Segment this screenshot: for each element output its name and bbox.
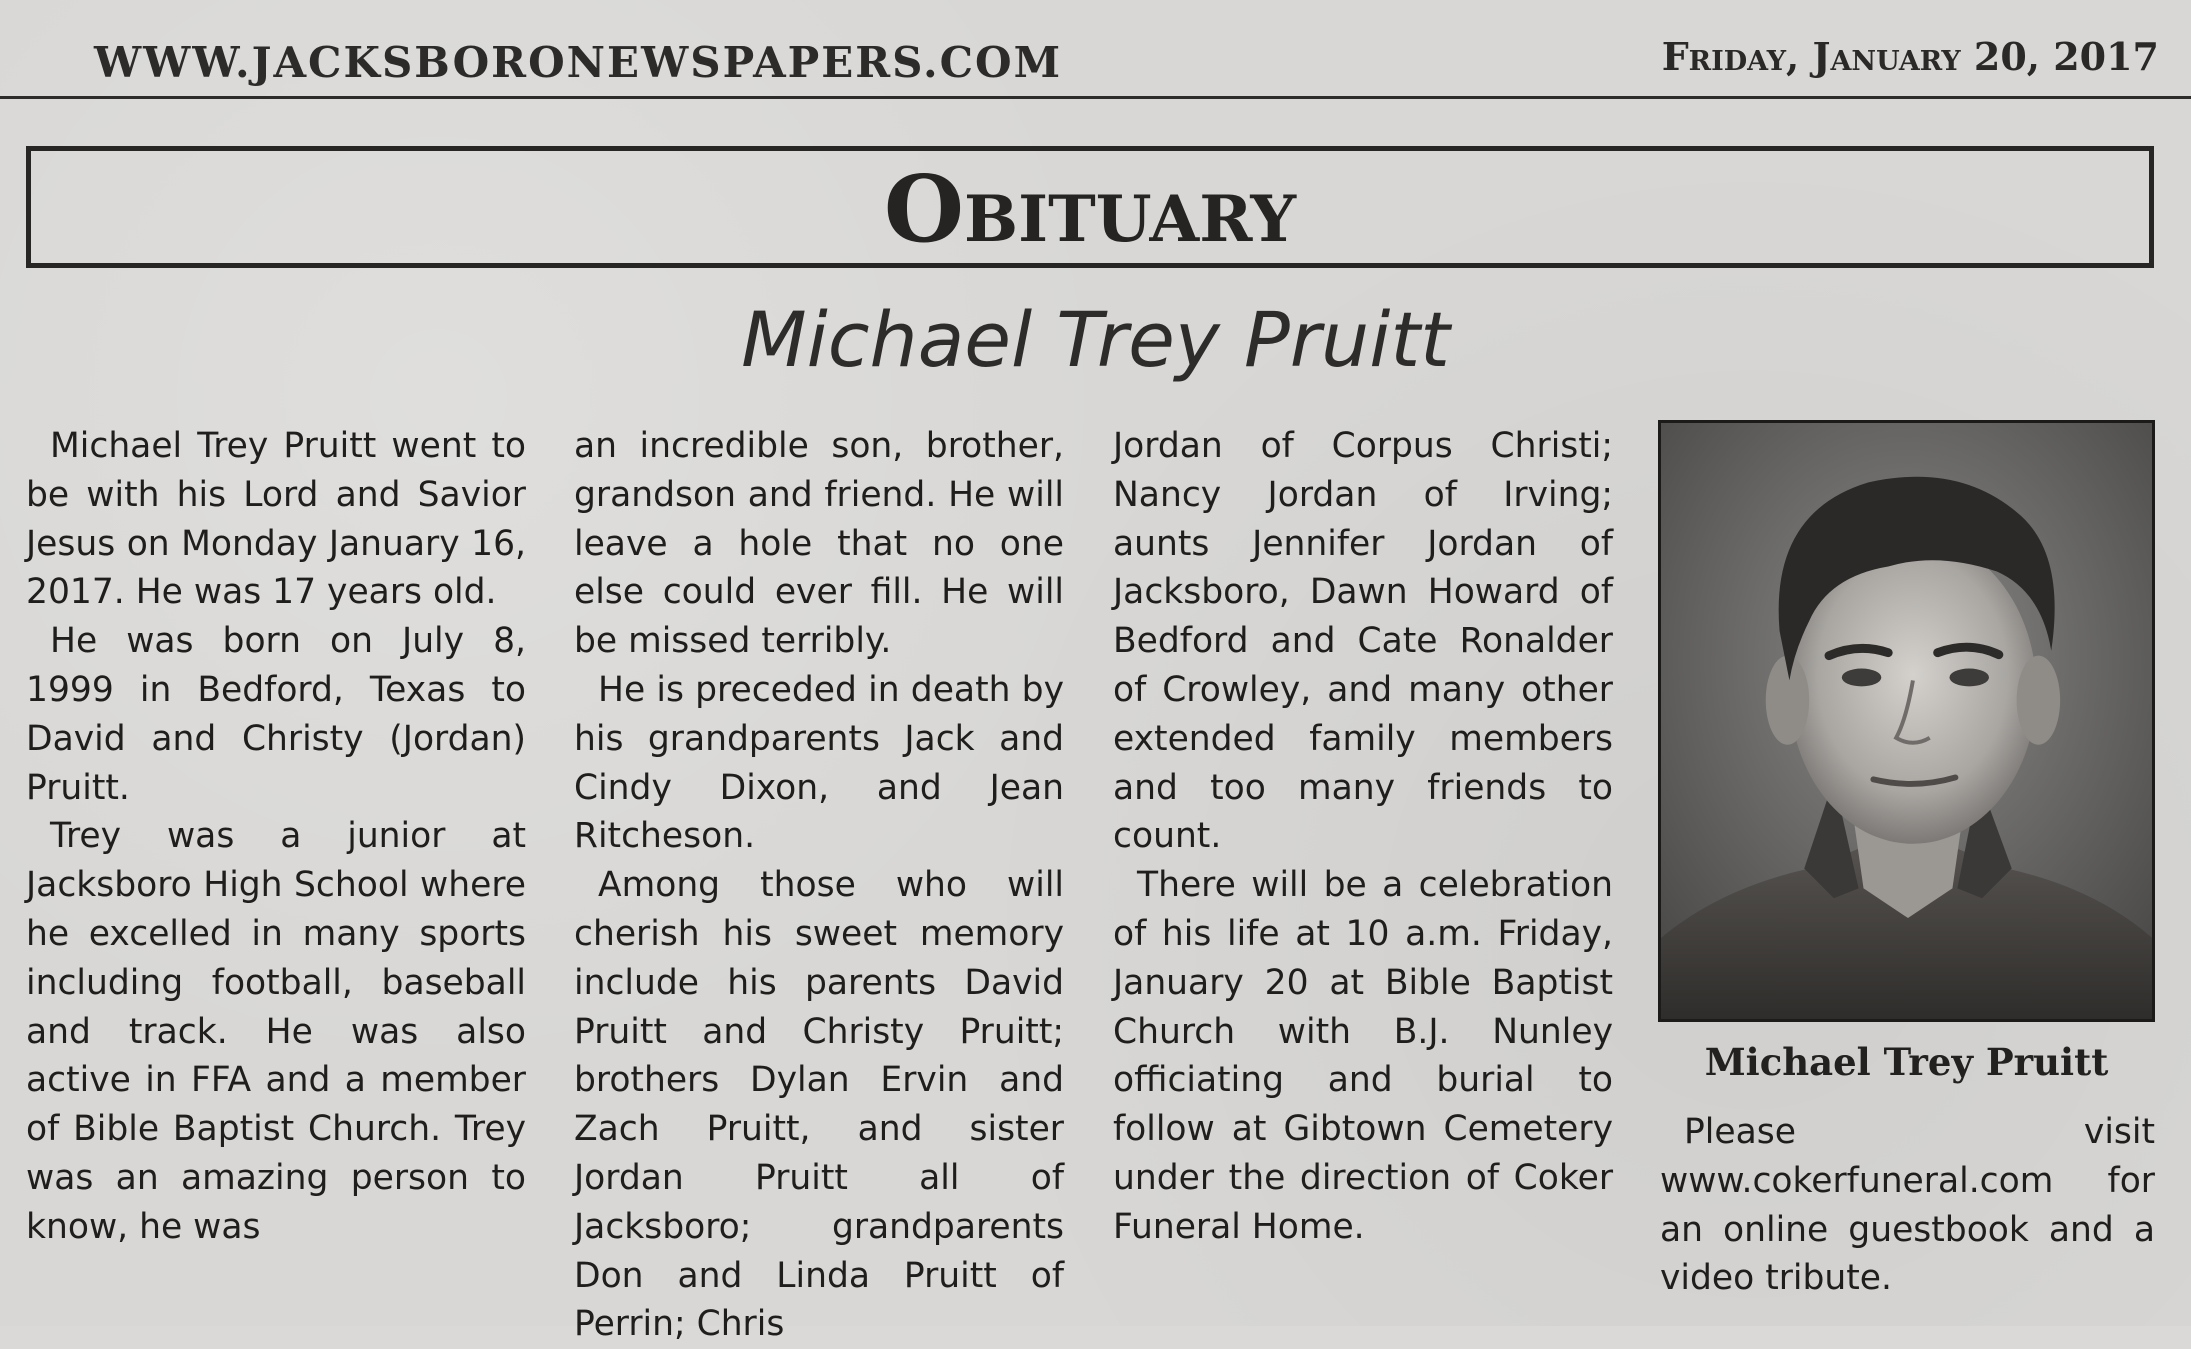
article-paragraph: He is preceded in death by his grandparents Jack and Cindy Dixon, and Jean Ritcheson. (574, 669, 1064, 857)
article-column-2 (574, 422, 1064, 1349)
portrait-photo (1658, 420, 2155, 1022)
article-paragraph: He was born on July 8, 1999 in Bedford, Texas to David and Christy (Jordan) Pruitt. (26, 621, 526, 808)
article-paragraph: Among those who will cherish his sweet memory include his parents David Pruitt and Christy Pruitt; brothers Dylan Ervin and Zach Pruitt, and sister Jordan Pruitt all of Jacksboro; grandparents Don and Linda Pruitt of Perrin; Chris (574, 865, 1064, 1345)
article-paragraph: Jordan of Corpus Christi; Nancy Jordan of Irving; aunts Jennifer Jordan of Jacksboro, Dawn Howard of Bedford and Cate Ronalder of Crowley, and many other extended family members and too many friends to count. (1113, 426, 1613, 857)
header-divider (0, 96, 2191, 99)
section-banner (26, 146, 2154, 268)
article-column-1 (26, 422, 526, 1252)
guestbook-note (1660, 1108, 2155, 1303)
article-paragraph: an incredible son, brother, grandson and friend. He will leave a hole that no one else could ever fill. He will be missed terribly. (574, 426, 1064, 662)
issue-date: Friday, January 20, 2017 (1661, 34, 2159, 79)
article-column-3 (1113, 422, 1613, 1252)
article-paragraph: There will be a celebration of his life at 10 a.m. Friday, January 20 at Bible Baptist Church with B.J. Nunley officiating and burial to follow at Gibtown Cemetery under the direction of Coker Funeral Home. (1113, 865, 1613, 1247)
obituary-headline: Michael Trey Pruitt (741, 295, 1450, 384)
article-paragraph: Michael Trey Pruitt went to be with his Lord and Savior Jesus on Monday January 16, 2017. He was 17 years old. (26, 426, 526, 613)
website-header: WWW.JACKSBORONEWSPAPERS.COM (94, 38, 1063, 87)
portrait-image (1661, 423, 2152, 1019)
section-title: Obituary (883, 155, 1297, 263)
photo-caption: Michael Trey Pruitt (1704, 1040, 2109, 1084)
guestbook-text: Please visit www.cokerfuneral.com for an online guestbook and a video tribute. (1660, 1112, 2155, 1299)
article-paragraph: Trey was a junior at Jacksboro High School where he excelled in many sports including football, baseball and track. He was also active in FFA and a member of Bible Baptist Church. Trey was an amazing person to know, he was (26, 816, 526, 1247)
